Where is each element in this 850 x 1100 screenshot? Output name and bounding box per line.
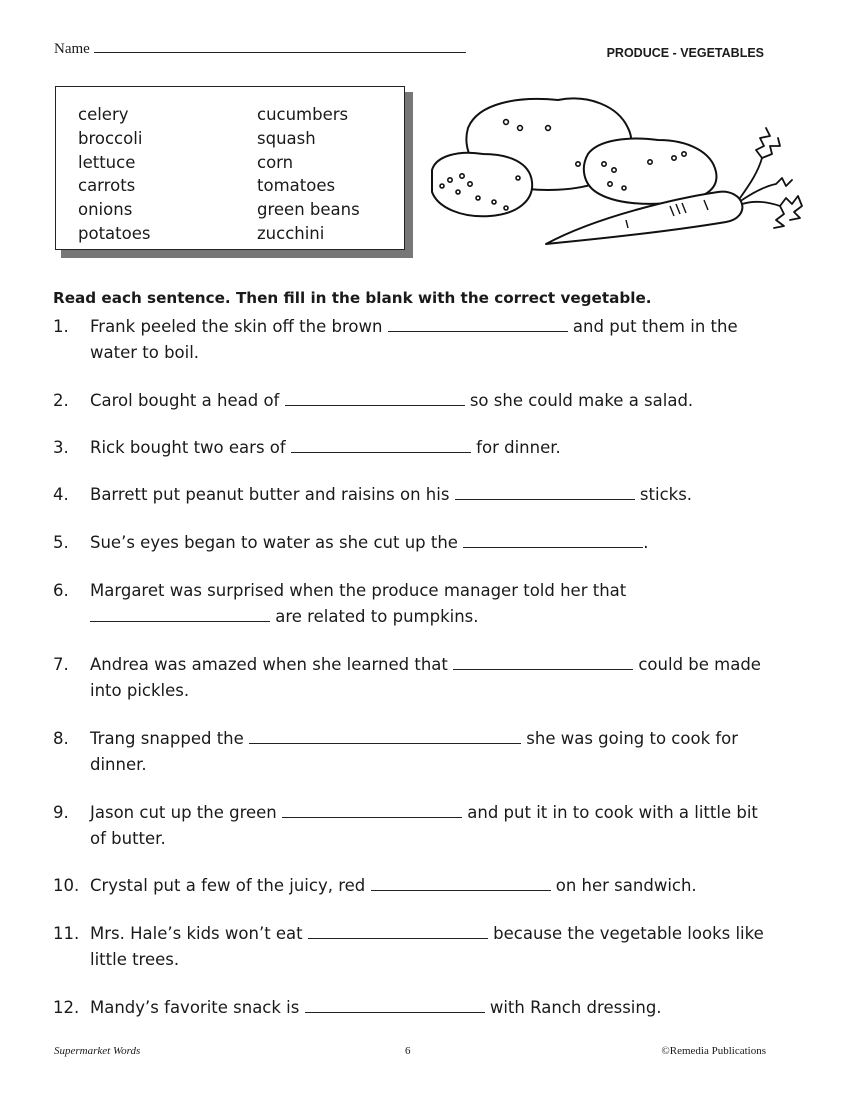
question-text: Rick bought two ears of [90,438,291,457]
question-text: Frank peeled the skin off the brown [90,317,388,336]
question-5 [53,530,773,556]
question-text: Margaret was surprised when the produce manager told her that [90,581,627,600]
name-field [54,38,466,58]
question-text: Barrett put peanut butter and raisins on his [90,485,455,504]
question-text: . [643,533,649,552]
section-title: PRODUCE - VEGETABLES [606,46,764,60]
name-blank[interactable] [94,38,466,53]
word-bank-item: lettuce [78,152,136,172]
answer-blank[interactable] [453,654,633,670]
word-bank [55,86,405,250]
word-bank-item: zucchini [257,223,325,243]
question-text: Sue’s eyes began to water as she cut up the [90,533,464,552]
answer-blank[interactable] [90,606,270,622]
question-number: 3. [53,438,69,457]
question-number: 12. [53,998,80,1017]
question-number: 8. [53,729,69,748]
question-8 [53,726,773,778]
footer-copyright: ©Remedia Publications [661,1045,766,1057]
word-bank-item: corn [257,152,294,172]
name-label: Name [54,41,90,57]
question-text: and put them in the water to boil. [90,317,738,362]
question-text: because the vegetable looks like little trees. [90,924,764,969]
potatoes-and-carrot-icon [428,88,808,258]
question-number: 10. [53,876,80,895]
question-number: 4. [53,485,69,504]
answer-blank[interactable] [463,532,643,548]
word-bank-item: onions [78,200,133,220]
answer-blank[interactable] [282,802,462,818]
instructions: Read each sentence. Then fill in the blank with the correct vegetable. [53,289,652,307]
question-text: Carol bought a head of [90,391,285,410]
question-2 [53,388,773,414]
question-1 [53,314,773,366]
question-7 [53,652,773,704]
question-number: 5. [53,533,69,552]
answer-blank[interactable] [388,316,568,332]
question-number: 7. [53,655,69,674]
answer-blank[interactable] [285,390,465,406]
question-9 [53,800,773,852]
question-text: Mandy’s favorite snack is [90,998,305,1017]
answer-blank[interactable] [371,875,551,891]
question-text: for dinner. [470,438,561,457]
question-text: Andrea was amazed when she learned that [90,655,454,674]
question-11 [53,921,773,973]
question-text: could be made into pickles. [90,655,761,700]
question-text: and put it in to cook with a little bit of butter. [90,803,758,848]
question-number: 6. [53,581,69,600]
answer-blank[interactable] [455,484,635,500]
question-text: Trang snapped the [90,729,250,748]
word-bank-item: broccoli [78,128,143,148]
question-text: Jason cut up the green [90,803,283,822]
question-number: 1. [53,317,69,336]
question-3 [53,435,773,461]
word-bank-item: tomatoes [257,176,336,196]
answer-blank[interactable] [291,437,471,453]
word-bank-item: squash [257,128,316,148]
word-bank-item: cucumbers [257,105,349,124]
question-text: Mrs. Hale’s kids won’t eat [90,924,308,943]
word-bank-column-1 [78,103,150,246]
question-text: so she could make a salad. [464,391,694,410]
question-text: are related to pumpkins. [270,607,479,626]
question-10 [53,873,773,899]
word-bank-item: potatoes [78,223,151,243]
question-number: 2. [53,391,69,410]
question-6 [53,578,773,630]
footer-page-number: 6 [405,1045,411,1057]
footer-book-title: Supermarket Words [54,1045,141,1057]
word-bank-item: green beans [257,200,360,220]
question-text: on her sandwich. [550,876,697,895]
question-text: she was going to cook for dinner. [90,729,739,774]
question-12 [53,995,773,1021]
answer-blank[interactable] [249,728,521,744]
answer-blank[interactable] [308,923,488,939]
question-text: Crystal put a few of the juicy, red [90,876,371,895]
question-text: sticks. [634,485,693,504]
question-4 [53,482,773,508]
word-bank-item: carrots [78,176,136,196]
question-number: 9. [53,803,69,822]
question-text: with Ranch dressing. [484,998,662,1017]
answer-blank[interactable] [305,997,485,1013]
word-bank-column-2 [257,103,360,246]
word-bank-item: celery [78,105,129,124]
question-number: 11. [53,924,80,943]
